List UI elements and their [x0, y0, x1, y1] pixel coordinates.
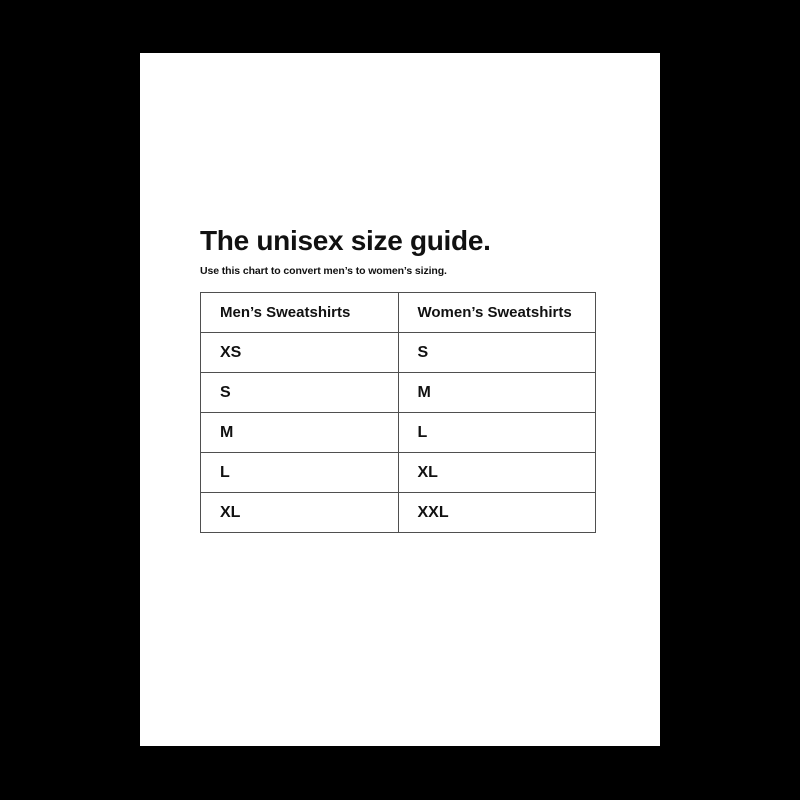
- table-header-row: [201, 293, 596, 333]
- page-card: [140, 53, 660, 746]
- size-cell-womens: L: [398, 413, 596, 453]
- table-row: [201, 333, 596, 373]
- size-cell-womens: M: [398, 373, 596, 413]
- column-header-mens: Men’s Sweatshirts: [201, 293, 399, 333]
- size-cell-womens: XXL: [398, 493, 596, 533]
- size-cell-mens: S: [201, 373, 399, 413]
- page-title: The unisex size guide.: [200, 225, 491, 256]
- column-header-womens: Women’s Sweatshirts: [398, 293, 596, 333]
- size-cell-womens: XL: [398, 453, 596, 493]
- size-table-header: [201, 293, 596, 333]
- table-row: [201, 373, 596, 413]
- size-table-body: [201, 333, 596, 533]
- size-conversion-table: [200, 292, 596, 533]
- table-row: [201, 413, 596, 453]
- table-row: [201, 493, 596, 533]
- size-cell-mens: XL: [201, 493, 399, 533]
- size-cell-mens: M: [201, 413, 399, 453]
- size-cell-womens: S: [398, 333, 596, 373]
- size-cell-mens: L: [201, 453, 399, 493]
- table-row: [201, 453, 596, 493]
- size-cell-mens: XS: [201, 333, 399, 373]
- page-subtitle: Use this chart to convert men’s to women’s sizing.: [200, 265, 447, 277]
